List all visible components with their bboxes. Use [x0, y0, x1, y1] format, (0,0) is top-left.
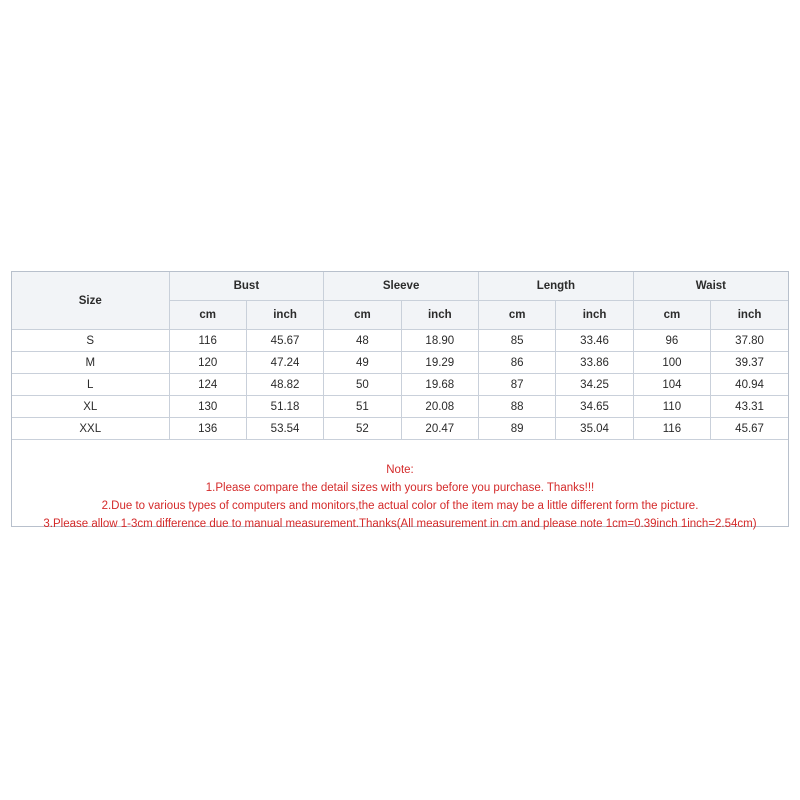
group-header-sleeve: Sleeve [324, 272, 479, 301]
group-header-length: Length [479, 272, 634, 301]
size-cell: XL [12, 396, 169, 418]
table-cell: 48.82 [246, 374, 323, 396]
table-cell: 136 [169, 418, 246, 440]
notes-section [12, 440, 788, 533]
table-cell: 40.94 [711, 374, 788, 396]
size-cell: L [12, 374, 169, 396]
table-cell: 19.29 [401, 352, 478, 374]
table-row [12, 374, 788, 396]
table-cell: 86 [479, 352, 556, 374]
table-cell: 47.24 [246, 352, 323, 374]
table-cell: 34.25 [556, 374, 633, 396]
table-cell: 100 [633, 352, 710, 374]
table-cell: 53.54 [246, 418, 323, 440]
unit-header: cm [479, 301, 556, 330]
table-cell: 124 [169, 374, 246, 396]
table-cell: 39.37 [711, 352, 788, 374]
table-cell: 20.08 [401, 396, 478, 418]
table-cell: 50 [324, 374, 401, 396]
table-cell: 104 [633, 374, 710, 396]
unit-header: inch [246, 301, 323, 330]
table-cell: 48 [324, 330, 401, 352]
table-row [12, 418, 788, 440]
table-cell: 45.67 [246, 330, 323, 352]
table-cell: 116 [169, 330, 246, 352]
table-row [12, 396, 788, 418]
group-header-bust: Bust [169, 272, 324, 301]
note-line: 1.Please compare the detail sizes with yours before you purchase. Thanks!!! [205, 482, 595, 494]
table-cell: 49 [324, 352, 401, 374]
table-cell: 89 [479, 418, 556, 440]
table-cell: 116 [633, 418, 710, 440]
table-cell: 52 [324, 418, 401, 440]
table-cell: 19.68 [401, 374, 478, 396]
table-cell: 87 [479, 374, 556, 396]
table-cell: 96 [633, 330, 710, 352]
size-cell: XXL [12, 418, 169, 440]
table-cell: 33.86 [556, 352, 633, 374]
unit-header: cm [169, 301, 246, 330]
note-line: 3.Please allow 1-3cm difference due to manual measurement.Thanks(All measurement in cm and please note 1cm=0.39inch 1inch=2.54cm) [43, 518, 757, 530]
size-header: Size [12, 272, 169, 330]
table-cell: 37.80 [711, 330, 788, 352]
size-chart [11, 271, 789, 530]
table-cell: 88 [479, 396, 556, 418]
table-cell: 43.31 [711, 396, 788, 418]
table-row [12, 330, 788, 352]
table-cell: 110 [633, 396, 710, 418]
unit-header: inch [556, 301, 633, 330]
note-title: Note: [386, 464, 414, 476]
table-cell: 120 [169, 352, 246, 374]
unit-header: cm [324, 301, 401, 330]
table-cell: 45.67 [711, 418, 788, 440]
table-cell: 51.18 [246, 396, 323, 418]
table-cell: 85 [479, 330, 556, 352]
size-cell: S [12, 330, 169, 352]
table-cell: 18.90 [401, 330, 478, 352]
size-cell: M [12, 352, 169, 374]
note-line: 2.Due to various types of computers and monitors,the actual color of the item may be a little different form the picture. [101, 500, 699, 512]
table-row [12, 352, 788, 374]
unit-header: inch [711, 301, 788, 330]
table-cell: 35.04 [556, 418, 633, 440]
unit-header: inch [401, 301, 478, 330]
size-table [12, 272, 788, 440]
group-header-row [12, 272, 788, 301]
table-cell: 33.46 [556, 330, 633, 352]
table-cell: 34.65 [556, 396, 633, 418]
unit-header: cm [633, 301, 710, 330]
group-header-waist: Waist [633, 272, 788, 301]
table-cell: 20.47 [401, 418, 478, 440]
table-cell: 130 [169, 396, 246, 418]
table-cell: 51 [324, 396, 401, 418]
